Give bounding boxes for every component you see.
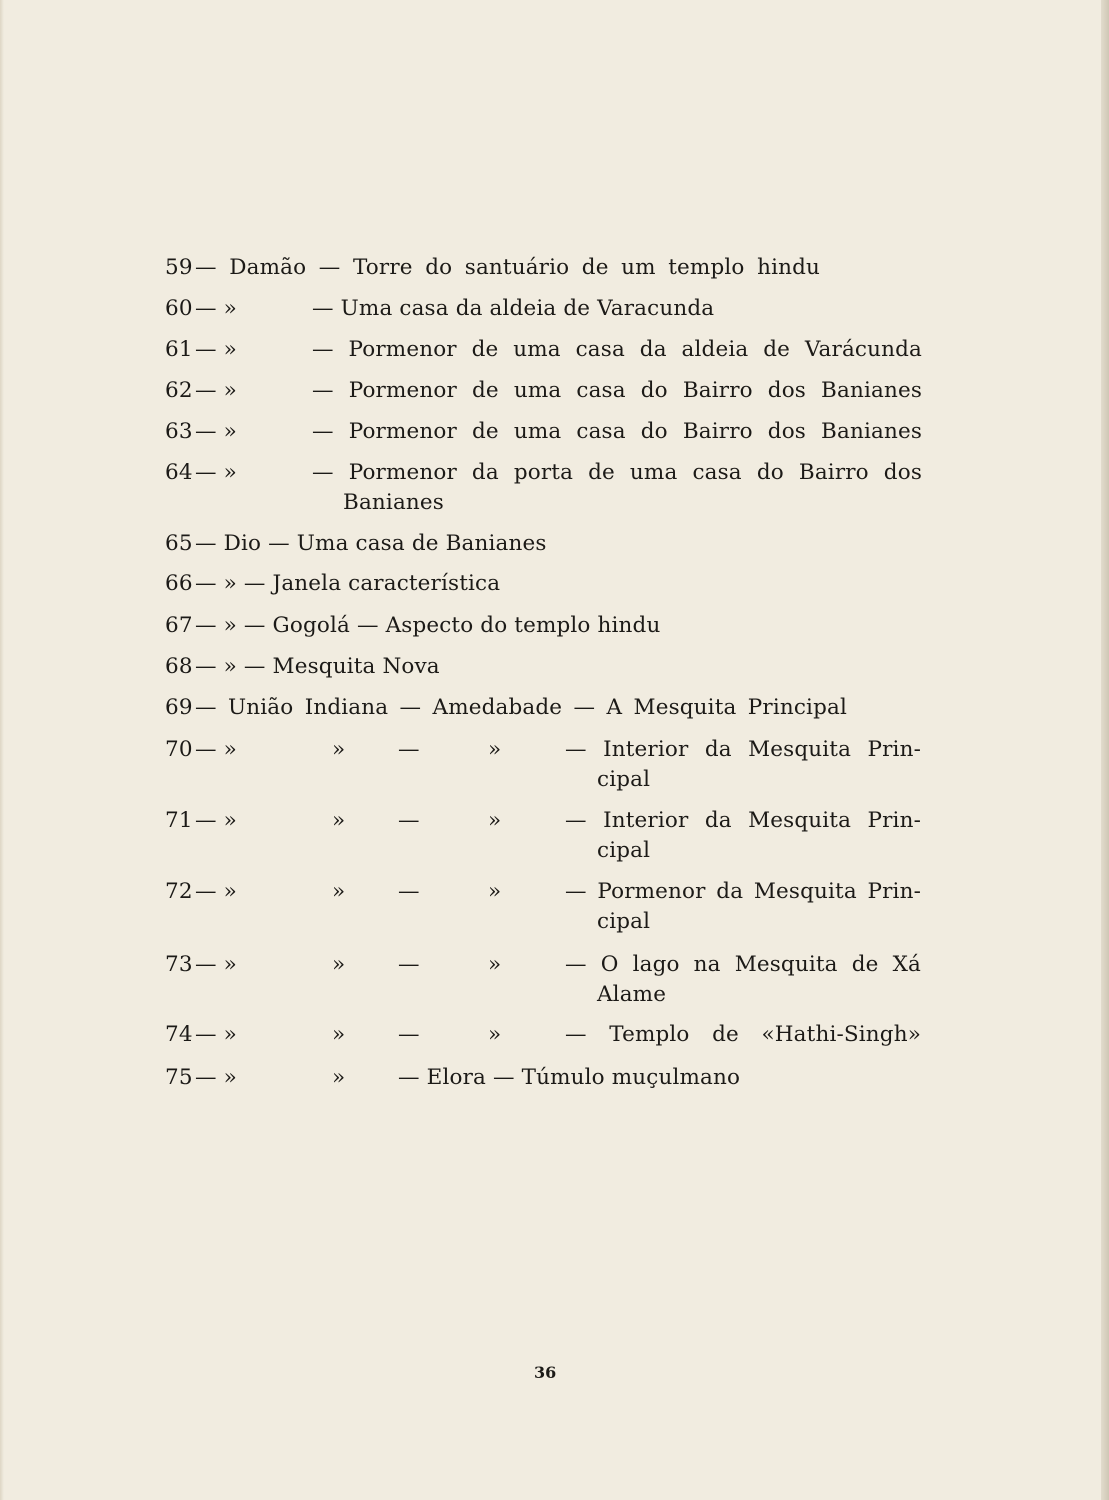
item-number: 75 [165,1065,193,1090]
page-edge-left [0,0,4,1500]
item-dash: — [398,737,420,762]
item-ditto: » [488,808,502,833]
item-text: — Dio — Uma casa de Banianes [195,531,547,556]
item-number: 66 [165,571,193,596]
item-ditto: — » [195,1065,237,1090]
item-text-continuation: cipal [597,838,651,863]
item-text-continuation: cipal [597,767,651,792]
item-text: — Damão — Torre do santuário de um templo hindu [195,255,820,280]
item-number: 69 [165,695,193,720]
item-text: — » — Gogolá — Aspecto do templo hindu [195,613,661,638]
item-number: 61 [165,337,193,362]
item-text: — Interior da Mesquita Prin- [565,737,921,762]
item-text: — Pormenor de uma casa da aldeia de Varácunda [312,337,922,362]
item-number: 63 [165,419,193,444]
item-ditto: — » [195,337,237,362]
item-text-continuation: Banianes [343,490,444,515]
item-number: 64 [165,460,193,485]
item-ditto: » [488,952,502,977]
item-text-continuation: cipal [597,909,651,934]
page-number: 36 [534,1363,557,1382]
item-ditto: » [488,879,502,904]
item-text: — Pormenor de uma casa do Bairro dos Banianes [312,378,922,403]
item-number: 74 [165,1022,193,1047]
item-dash: — [398,952,420,977]
item-text: — Interior da Mesquita Prin- [565,808,921,833]
item-ditto: » [332,1022,346,1047]
item-ditto: » [332,737,346,762]
item-dash: — [398,879,420,904]
item-text-continuation: Alame [597,982,667,1007]
item-ditto: — » [195,419,237,444]
item-text: — Pormenor da Mesquita Prin- [565,879,921,904]
item-ditto: » [332,808,346,833]
item-ditto: — » [195,1022,237,1047]
item-number: 68 [165,654,193,679]
item-text: — União Indiana — Amedabade — A Mesquita Principal [195,695,847,720]
item-ditto: » [332,879,346,904]
item-text: — O lago na Mesquita de Xá [565,952,921,977]
item-number: 60 [165,296,193,321]
item-text: — Pormenor da porta de uma casa do Bairro dos [312,460,922,485]
item-text: — Uma casa da aldeia de Varacunda [312,296,715,321]
page-edge-right [1101,0,1109,1500]
item-ditto: — » [195,737,237,762]
item-dash: — [398,808,420,833]
item-text: — » — Mesquita Nova [195,654,440,679]
item-number: 62 [165,378,193,403]
item-ditto: — » [195,879,237,904]
item-ditto: » [332,952,346,977]
item-dash: — [398,1022,420,1047]
item-ditto: » [332,1065,346,1090]
item-text: — Templo de «Hathi-Singh» [565,1022,921,1047]
item-number: 70 [165,737,193,762]
item-ditto: — » [195,808,237,833]
item-text: — Pormenor de uma casa do Bairro dos Banianes [312,419,922,444]
item-ditto: — » [195,378,237,403]
item-number: 59 [165,255,193,280]
item-ditto: — » [195,952,237,977]
item-ditto: — » [195,460,237,485]
item-text: — » — Janela característica [195,571,501,596]
item-ditto: » [488,1022,502,1047]
item-ditto: — » [195,296,237,321]
item-text: — Elora — Túmulo muçulmano [398,1065,741,1090]
item-number: 71 [165,808,193,833]
item-number: 72 [165,879,193,904]
item-number: 65 [165,531,193,556]
item-number: 67 [165,613,193,638]
item-ditto: » [488,737,502,762]
item-number: 73 [165,952,193,977]
